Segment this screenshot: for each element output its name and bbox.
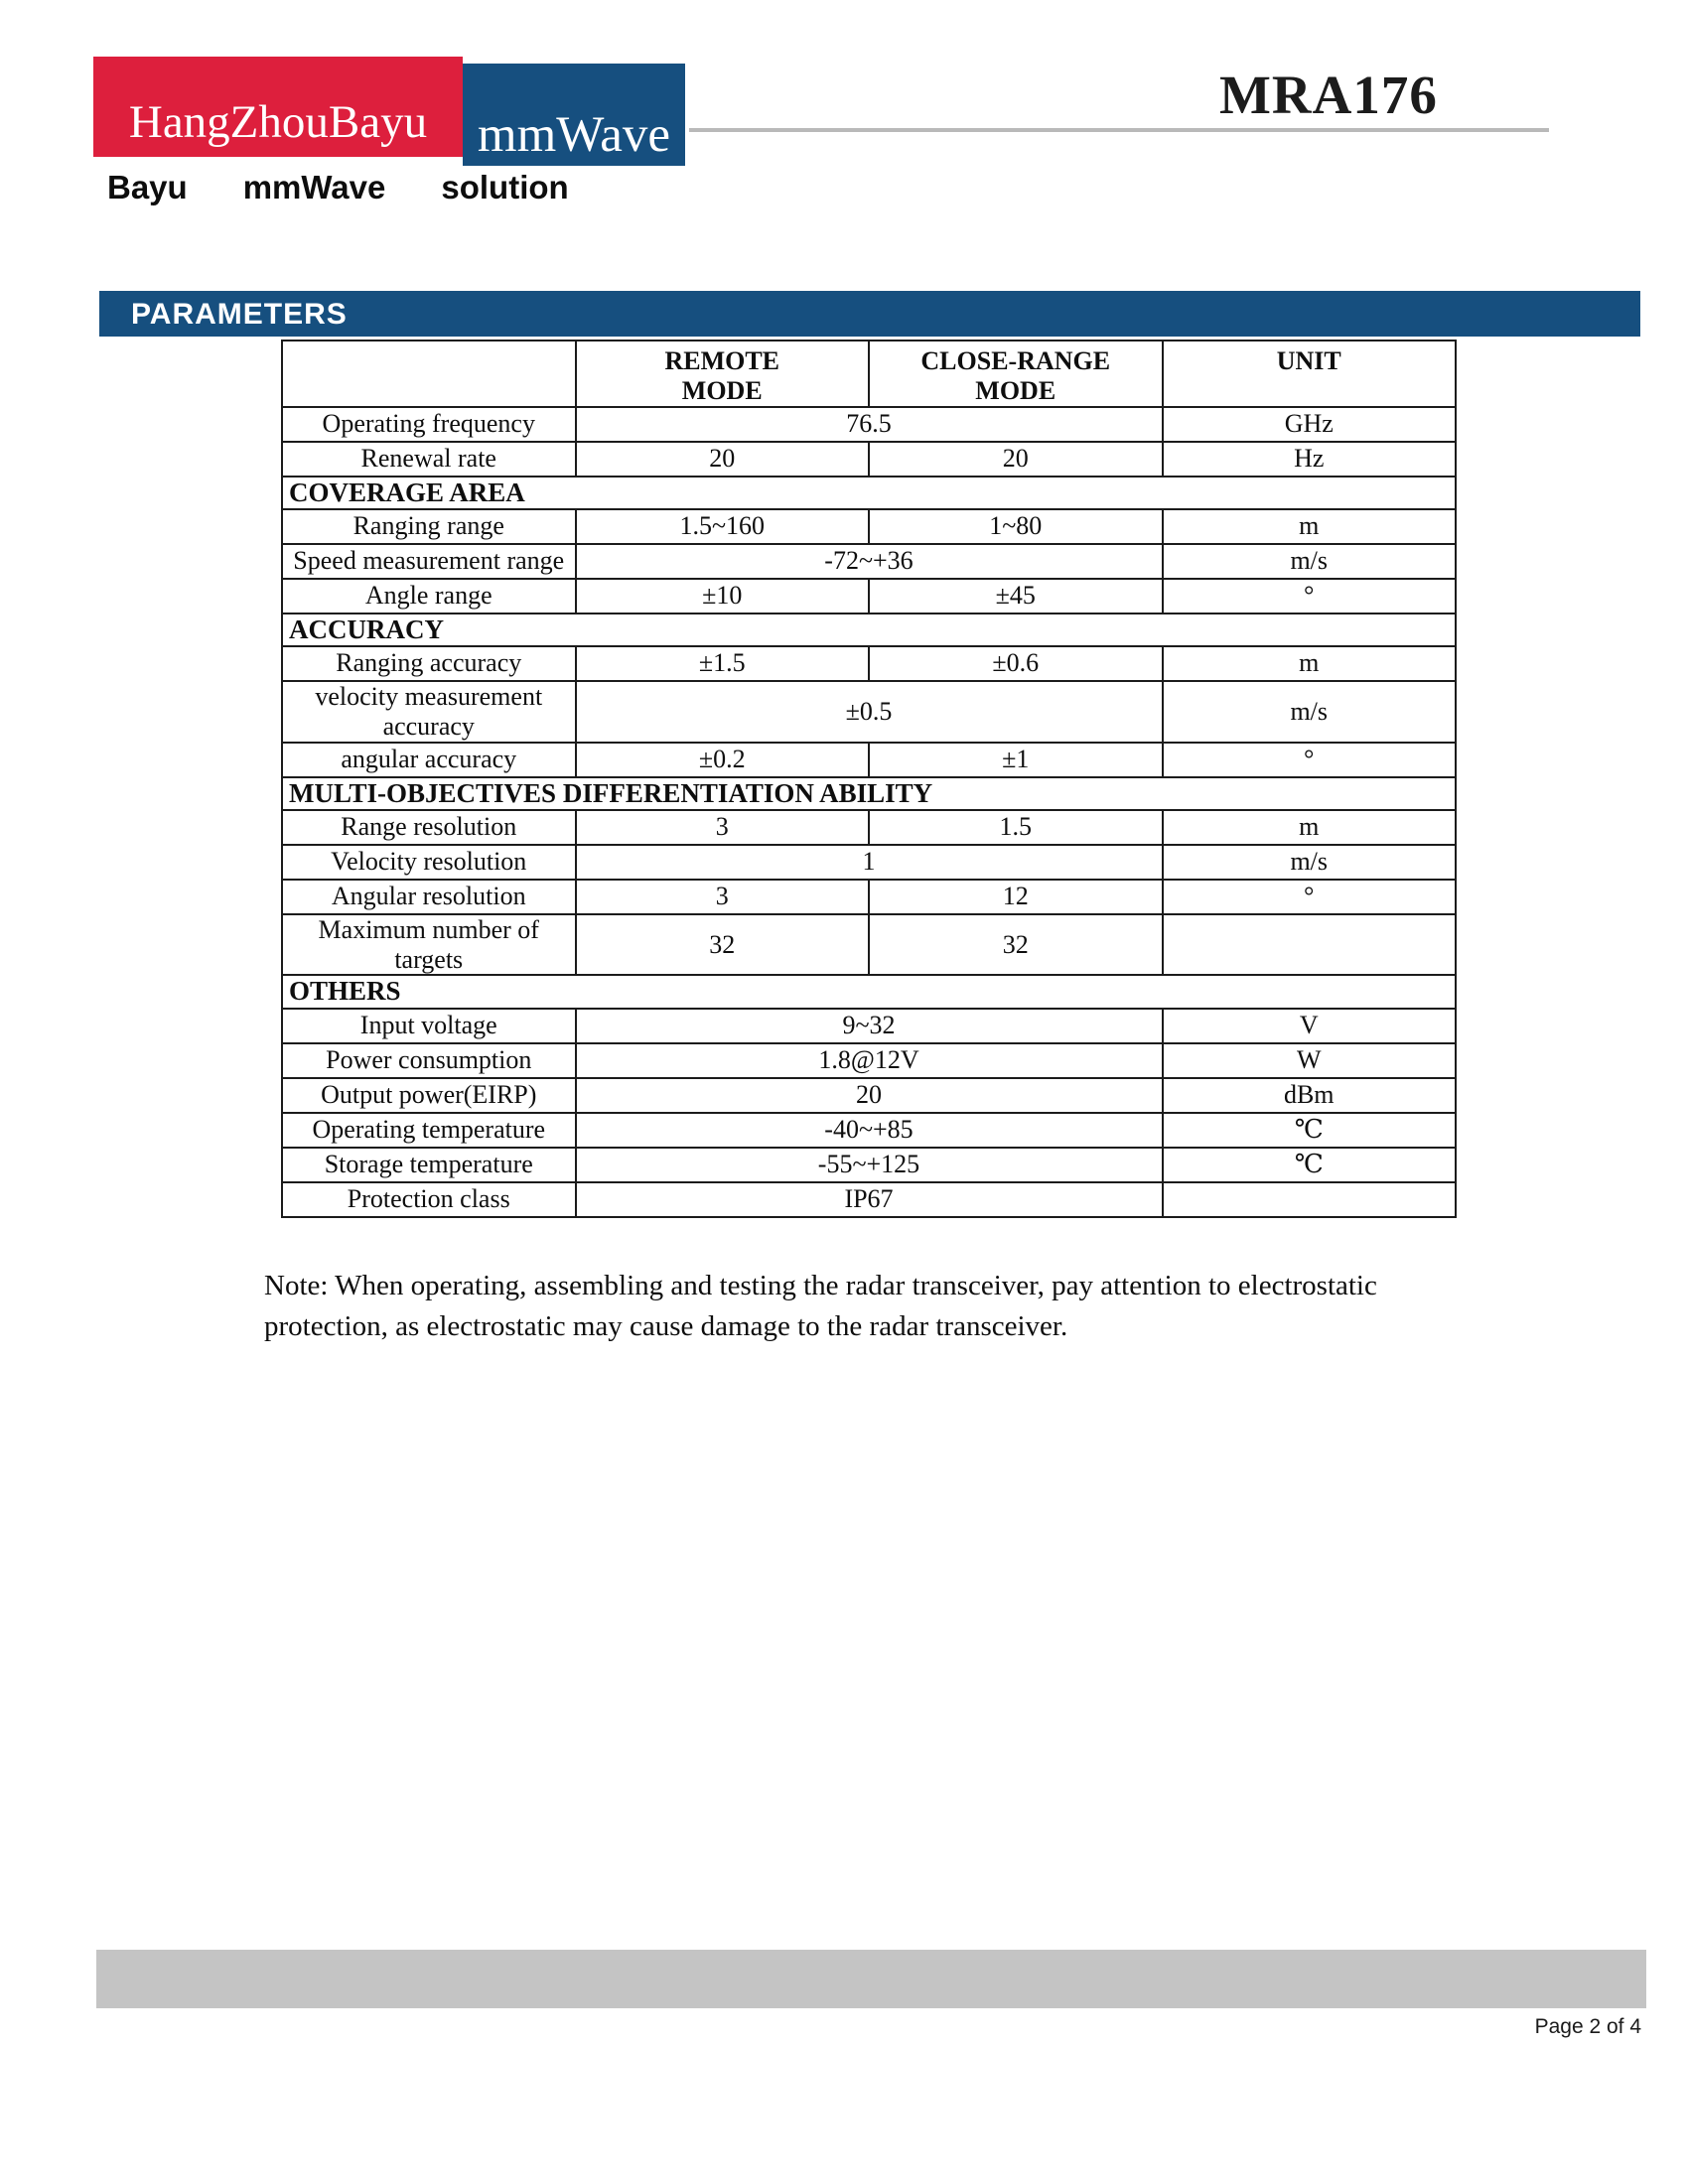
param-label: Angular resolution: [282, 880, 576, 914]
param-value-merged: 1.8@12V: [576, 1043, 1163, 1078]
param-label: Output power(EIRP): [282, 1078, 576, 1113]
table-row: [282, 646, 1456, 681]
param-value-close-range: ±1: [869, 743, 1163, 777]
param-label: Power consumption: [282, 1043, 576, 1078]
section-row: [282, 614, 1456, 646]
param-label: Speed measurement range: [282, 544, 576, 579]
params-table-body: [282, 407, 1456, 1217]
section-row: [282, 777, 1456, 810]
table-row: [282, 1148, 1456, 1182]
param-value-remote: 32: [576, 914, 870, 976]
table-row: [282, 681, 1456, 743]
param-unit: dBm: [1163, 1078, 1457, 1113]
param-unit: m/s: [1163, 681, 1457, 743]
param-label: Range resolution: [282, 810, 576, 845]
param-unit: m: [1163, 810, 1457, 845]
company-tagline: [107, 169, 569, 206]
tagline-word: mmWave: [242, 169, 386, 205]
param-unit: [1163, 914, 1457, 976]
param-unit: [1163, 1182, 1457, 1217]
param-label: Maximum number of targets: [282, 914, 576, 976]
param-value-remote: 1.5~160: [576, 509, 870, 544]
param-value-close-range: 1.5: [869, 810, 1163, 845]
param-unit: m: [1163, 509, 1457, 544]
param-unit: GHz: [1163, 407, 1457, 442]
table-row: [282, 880, 1456, 914]
param-value-remote: 3: [576, 880, 870, 914]
param-value-merged: -40~+85: [576, 1113, 1163, 1148]
parameters-table-head: [282, 341, 1456, 407]
table-row: [282, 509, 1456, 544]
param-label: Protection class: [282, 1182, 576, 1217]
table-row: [282, 1113, 1456, 1148]
tagline-word: solution: [441, 169, 569, 205]
param-unit: ℃: [1163, 1148, 1457, 1182]
param-label: Ranging accuracy: [282, 646, 576, 681]
section-label: COVERAGE AREA: [282, 477, 1456, 509]
param-label: Operating frequency: [282, 407, 576, 442]
product-title: MRA176: [1219, 65, 1438, 125]
table-row: [282, 743, 1456, 777]
table-row: [282, 1009, 1456, 1043]
param-value-merged: -55~+125: [576, 1148, 1163, 1182]
table-row: [282, 1043, 1456, 1078]
param-unit: V: [1163, 1009, 1457, 1043]
logo-red-box: [93, 57, 463, 157]
param-value-merged: 9~32: [576, 1009, 1163, 1043]
param-label: Operating temperature: [282, 1113, 576, 1148]
tagline-word: Bayu: [107, 169, 188, 205]
param-value-remote: 3: [576, 810, 870, 845]
parameters-banner-label: PARAMETERS: [131, 298, 348, 331]
param-label: Velocity resolution: [282, 845, 576, 880]
section-row: [282, 477, 1456, 509]
section-label: ACCURACY: [282, 614, 1456, 646]
param-value-close-range: ±45: [869, 579, 1163, 614]
param-value-close-range: 20: [869, 442, 1163, 477]
param-unit: °: [1163, 743, 1457, 777]
parameters-section-banner: [99, 291, 1640, 337]
param-label: velocity measurement accuracy: [282, 681, 576, 743]
column-header: REMOTE MODE: [576, 341, 870, 407]
param-value-remote: ±0.2: [576, 743, 870, 777]
params-table-head-row: [282, 341, 1456, 407]
param-value-merged: 76.5: [576, 407, 1163, 442]
table-row: [282, 544, 1456, 579]
page-number: Page 2 of 4: [1534, 2015, 1641, 2038]
parameters-table: [281, 340, 1457, 1218]
column-header: UNIT: [1163, 341, 1457, 407]
table-row: [282, 1182, 1456, 1217]
param-unit: °: [1163, 579, 1457, 614]
header-divider: [689, 128, 1549, 132]
param-value-remote: ±1.5: [576, 646, 870, 681]
logo-blue-box: [463, 64, 685, 166]
table-row: [282, 1078, 1456, 1113]
footer-bar: [96, 1950, 1646, 2008]
param-value-merged: 1: [576, 845, 1163, 880]
param-value-merged: IP67: [576, 1182, 1163, 1217]
table-row: [282, 914, 1456, 976]
param-label: Ranging range: [282, 509, 576, 544]
param-value-close-range: 32: [869, 914, 1163, 976]
logo-red-text: HangZhouBayu: [128, 96, 428, 148]
table-row: [282, 407, 1456, 442]
section-label: OTHERS: [282, 975, 1456, 1008]
param-value-remote: ±10: [576, 579, 870, 614]
logo-blue-text: mmWave: [477, 107, 671, 163]
param-unit: m/s: [1163, 544, 1457, 579]
param-label: Input voltage: [282, 1009, 576, 1043]
param-value-merged: ±0.5: [576, 681, 1163, 743]
param-unit: W: [1163, 1043, 1457, 1078]
esd-note: Note: When operating, assembling and testing the radar transceiver, pay attention to electrostatic protection, as electrostatic may cause damage to the radar transceiver.: [264, 1270, 1377, 1342]
param-unit: Hz: [1163, 442, 1457, 477]
column-header: CLOSE-RANGE MODE: [869, 341, 1163, 407]
param-label: angular accuracy: [282, 743, 576, 777]
param-value-merged: 20: [576, 1078, 1163, 1113]
table-row: [282, 810, 1456, 845]
param-unit: m/s: [1163, 845, 1457, 880]
table-row: [282, 579, 1456, 614]
param-label: Storage temperature: [282, 1148, 576, 1182]
param-value-close-range: 1~80: [869, 509, 1163, 544]
param-unit: m: [1163, 646, 1457, 681]
table-row: [282, 442, 1456, 477]
param-label: Angle range: [282, 579, 576, 614]
param-value-close-range: 12: [869, 880, 1163, 914]
param-unit: ℃: [1163, 1113, 1457, 1148]
param-value-close-range: ±0.6: [869, 646, 1163, 681]
param-label: Renewal rate: [282, 442, 576, 477]
column-header: [282, 341, 576, 407]
table-row: [282, 845, 1456, 880]
param-value-remote: 20: [576, 442, 870, 477]
section-label: MULTI-OBJECTIVES DIFFERENTIATION ABILITY: [282, 777, 1456, 810]
section-row: [282, 975, 1456, 1008]
param-unit: °: [1163, 880, 1457, 914]
param-value-merged: -72~+36: [576, 544, 1163, 579]
